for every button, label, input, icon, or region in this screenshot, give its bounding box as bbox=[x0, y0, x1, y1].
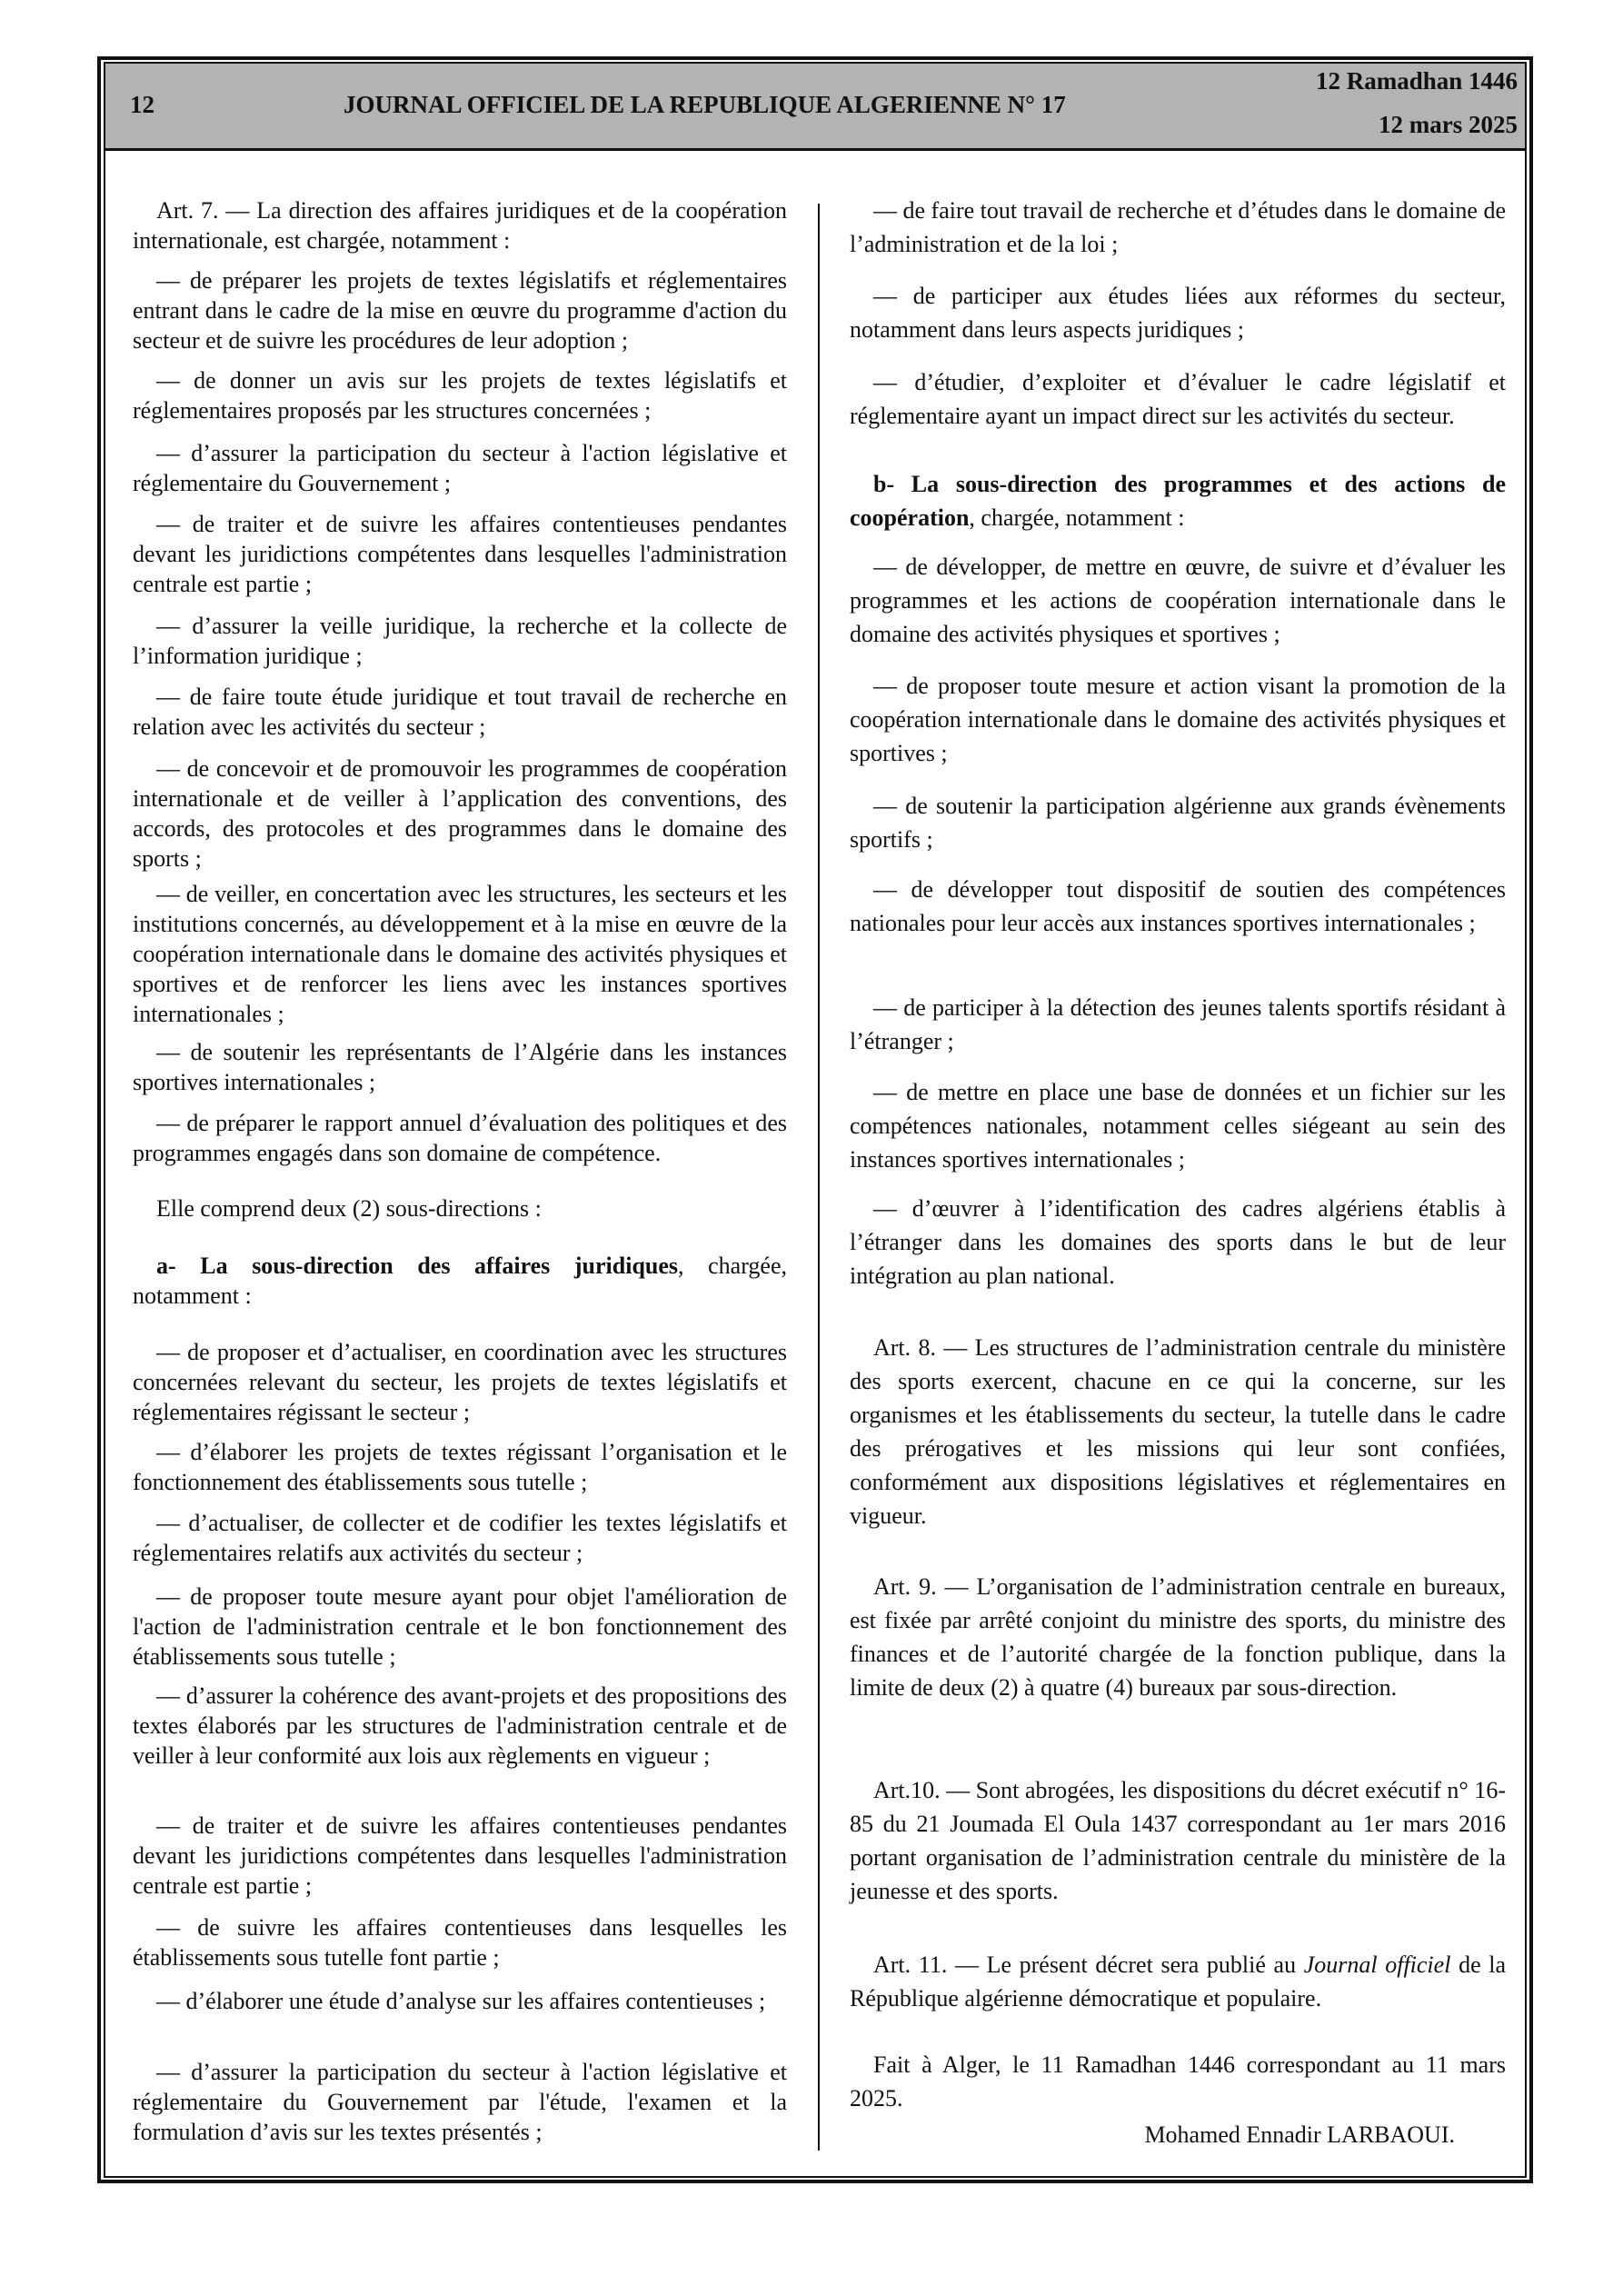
paragraph bbox=[133, 1508, 787, 1568]
paragraph bbox=[133, 1437, 787, 1497]
text: Art. 11. — Le présent décret sera publié au bbox=[873, 1952, 1304, 1978]
paragraph bbox=[133, 1811, 787, 1901]
text: Elle comprend deux (2) sous-directions : bbox=[156, 1195, 542, 1222]
text: — d’élaborer les projets de textes régissant l’organisation et le fonctionnement des établissements sous tutelle ; bbox=[133, 1439, 787, 1495]
text: Art.10. — Sont abrogées, les dispositions du décret exécutif n° 16-85 du 21 Joumada El Oula 1437 correspondant au 1er mars 2016 portant organisation de l’administration centrale du ministère de la jeunesse et des sports. bbox=[850, 1777, 1506, 1904]
paragraph bbox=[133, 682, 787, 742]
text: — de mettre en place une base de données et un fichier sur les compétences nationales, notamment celles siégeant au sein des instances sportives internationales ; bbox=[850, 1079, 1506, 1173]
text: — d’étudier, d’exploiter et d’évaluer le cadre législatif et réglementaire ayant un impact direct sur les activités du secteur. bbox=[850, 369, 1506, 429]
text: , chargée, notamment : bbox=[969, 504, 1185, 531]
page-number: 12 bbox=[130, 91, 154, 118]
paragraph bbox=[133, 195, 787, 255]
text: — d’assurer la participation du secteur à l'action législative et réglementaire du Gouvernement par l'étude, l'examen et la formulation d’avis sur les textes présentés ; bbox=[133, 2059, 787, 2145]
paragraph bbox=[133, 438, 787, 498]
paragraph bbox=[850, 467, 1506, 534]
paragraph bbox=[850, 789, 1506, 856]
date-hijri: 12 Ramadhan 1446 bbox=[1315, 67, 1518, 95]
paragraph bbox=[133, 1193, 787, 1223]
text: — de veiller, en concertation avec les structures, les secteurs et les institutions concernés, au développement et à la mise en œuvre de la coopération internationale dans le domaine des activités physiques et sportives et de renforcer les liens avec les instances sportives internationales ; bbox=[133, 881, 787, 1027]
text: — de proposer toute mesure et action visant la promotion de la coopération internationale dans le domaine des activités physiques et sportives ; bbox=[850, 673, 1506, 766]
journal-title: JOURNAL OFFICIEL DE LA REPUBLIQUE ALGERIENNE N° 17 bbox=[344, 91, 1066, 118]
paragraph bbox=[850, 279, 1506, 346]
paragraph bbox=[850, 194, 1506, 261]
date-gregorian: 12 mars 2025 bbox=[1379, 111, 1518, 138]
text: — de donner un avis sur les projets de textes législatifs et réglementaires proposés par les structures concernées ; bbox=[133, 367, 787, 424]
paragraph bbox=[850, 1948, 1506, 2015]
paragraph bbox=[850, 1192, 1506, 1293]
paragraph bbox=[133, 265, 787, 355]
text: Art. 9. — L’organisation de l’administration centrale en bureaux, est fixée par arrêté conjoint du ministre des sports, du ministre des finances et de l’autorité chargée de la fonction publique, dans la limite de deux (2) à quatre (4) bureaux par sous-direction. bbox=[850, 1573, 1506, 1701]
text: — d’assurer la veille juridique, la recherche et la collecte de l’information juridique ; bbox=[133, 613, 787, 669]
paragraph bbox=[133, 879, 787, 1029]
paragraph bbox=[850, 873, 1506, 940]
text: Mohamed Ennadir LARBAOUI. bbox=[1144, 2121, 1455, 2148]
paragraph bbox=[850, 1570, 1506, 1704]
paragraph bbox=[850, 2048, 1506, 2115]
text: — de proposer toute mesure ayant pour objet l'amélioration de l'action de l'administration centrale et le bon fonctionnement des établissements sous tutelle ; bbox=[133, 1583, 787, 1670]
paragraph bbox=[133, 1986, 787, 2016]
text: — de soutenir les représentants de l’Algérie dans les instances sportives internationales ; bbox=[133, 1039, 787, 1095]
text: , chargée, notamment : bbox=[133, 1253, 787, 1309]
paragraph bbox=[850, 1773, 1506, 1908]
text: — de participer à la détection des jeunes talents sportifs résidant à l’étranger ; bbox=[850, 994, 1506, 1054]
column-divider bbox=[818, 204, 820, 2151]
paragraph bbox=[850, 365, 1506, 433]
paragraph bbox=[850, 1331, 1506, 1532]
paragraph bbox=[850, 550, 1506, 651]
signatory-name bbox=[850, 2118, 1455, 2151]
text: Art. 7. — La direction des affaires juridiques et de la coopération internationale, est chargée, notamment : bbox=[133, 197, 787, 254]
paragraph bbox=[133, 1582, 787, 1672]
paragraph bbox=[133, 1337, 787, 1427]
paragraph bbox=[133, 1108, 787, 1168]
paragraph bbox=[850, 1075, 1506, 1176]
text: — de développer, de mettre en œuvre, de suivre et d’évaluer les programmes et les actions de coopération internationale dans le domaine des activités physiques et sportives ; bbox=[850, 554, 1506, 647]
text: — d’œuvrer à l’identification des cadres algériens établis à l’étranger dans les domaines des sports dans le but de leur intégration au plan national. bbox=[850, 1195, 1506, 1289]
text: de la République algérienne démocratique et populaire. bbox=[850, 1952, 1506, 2011]
text: — d’assurer la participation du secteur à l'action législative et réglementaire du Gouvernement ; bbox=[133, 440, 787, 496]
text: — de concevoir et de promouvoir les programmes de coopération internationale et de veiller à l’application des conventions, des accords, des protocoles et des programmes dans le domaine des sports ; bbox=[133, 755, 787, 872]
text: — d’élaborer une étude d’analyse sur les affaires contentieuses ; bbox=[156, 1988, 766, 2014]
bold-heading: a- La sous-direction des affaires juridiques bbox=[156, 1253, 679, 1279]
text: — d’assurer la cohérence des avant-projets et des propositions des textes élaborés par les structures de l'administration centrale et de veiller à leur conformité aux lois aux règlements en vigueur ; bbox=[133, 1682, 787, 1769]
paragraph bbox=[133, 1037, 787, 1097]
paragraph bbox=[133, 2057, 787, 2147]
paragraph bbox=[133, 1912, 787, 1972]
paragraph bbox=[133, 611, 787, 671]
paragraph bbox=[133, 509, 787, 599]
text: Art. 8. — Les structures de l’administration centrale du ministère des sports exercent, chacune en ce qui la concerne, sur les organismes et les établissements du secteur, la tutelle dans le cadre des prérogatives et les missions qui leur sont confiées, conformément aux dispositions législatives et réglementaires en vigueur. bbox=[850, 1334, 1506, 1529]
paragraph bbox=[133, 754, 787, 873]
paragraph bbox=[133, 1251, 787, 1311]
text: — de soutenir la participation algérienne aux grands évènements sportifs ; bbox=[850, 793, 1506, 853]
text: — de faire tout travail de recherche et d’études dans le domaine de l’administration et de la loi ; bbox=[850, 197, 1506, 257]
paragraph bbox=[133, 1681, 787, 1771]
paragraph bbox=[850, 991, 1506, 1058]
text: — de participer aux études liées aux réformes du secteur, notamment dans leurs aspects juridiques ; bbox=[850, 283, 1506, 343]
text: — de proposer et d’actualiser, en coordination avec les structures concernées relevant du secteur, les projets de textes législatifs et réglementaires régissant le secteur ; bbox=[133, 1339, 787, 1425]
italic-text: Journal officiel bbox=[1303, 1952, 1451, 1978]
paragraph bbox=[133, 365, 787, 425]
text: — de faire toute étude juridique et tout travail de recherche en relation avec les activités du secteur ; bbox=[133, 684, 787, 740]
paragraph bbox=[850, 669, 1506, 770]
text: — de préparer le rapport annuel d’évaluation des politiques et des programmes engagés dans son domaine de compétence. bbox=[133, 1110, 787, 1166]
text: — d’actualiser, de collecter et de codifier les textes législatifs et réglementaires relatifs aux activités du secteur ; bbox=[133, 1510, 787, 1566]
text: Fait à Alger, le 11 Ramadhan 1446 correspondant au 11 mars 2025. bbox=[850, 2051, 1506, 2111]
bold-heading: b- La sous-direction des programmes et des actions de coopération bbox=[850, 471, 1506, 531]
text: — de développer tout dispositif de soutien des compétences nationales pour leur accès aux instances sportives internationales ; bbox=[850, 876, 1506, 936]
text: — de préparer les projets de textes législatifs et réglementaires entrant dans le cadre de la mise en œuvre du programme d'action du secteur et de suivre les procédures de leur adoption ; bbox=[133, 267, 787, 354]
text: — de traiter et de suivre les affaires contentieuses pendantes devant les juridictions compétentes dans lesquelles l'administration centrale est partie ; bbox=[133, 1812, 787, 1899]
text: — de traiter et de suivre les affaires contentieuses pendantes devant les juridictions compétentes dans lesquelles l'administration centrale est partie ; bbox=[133, 511, 787, 597]
text: — de suivre les affaires contentieuses dans lesquelles les établissements sous tutelle font partie ; bbox=[133, 1914, 787, 1971]
